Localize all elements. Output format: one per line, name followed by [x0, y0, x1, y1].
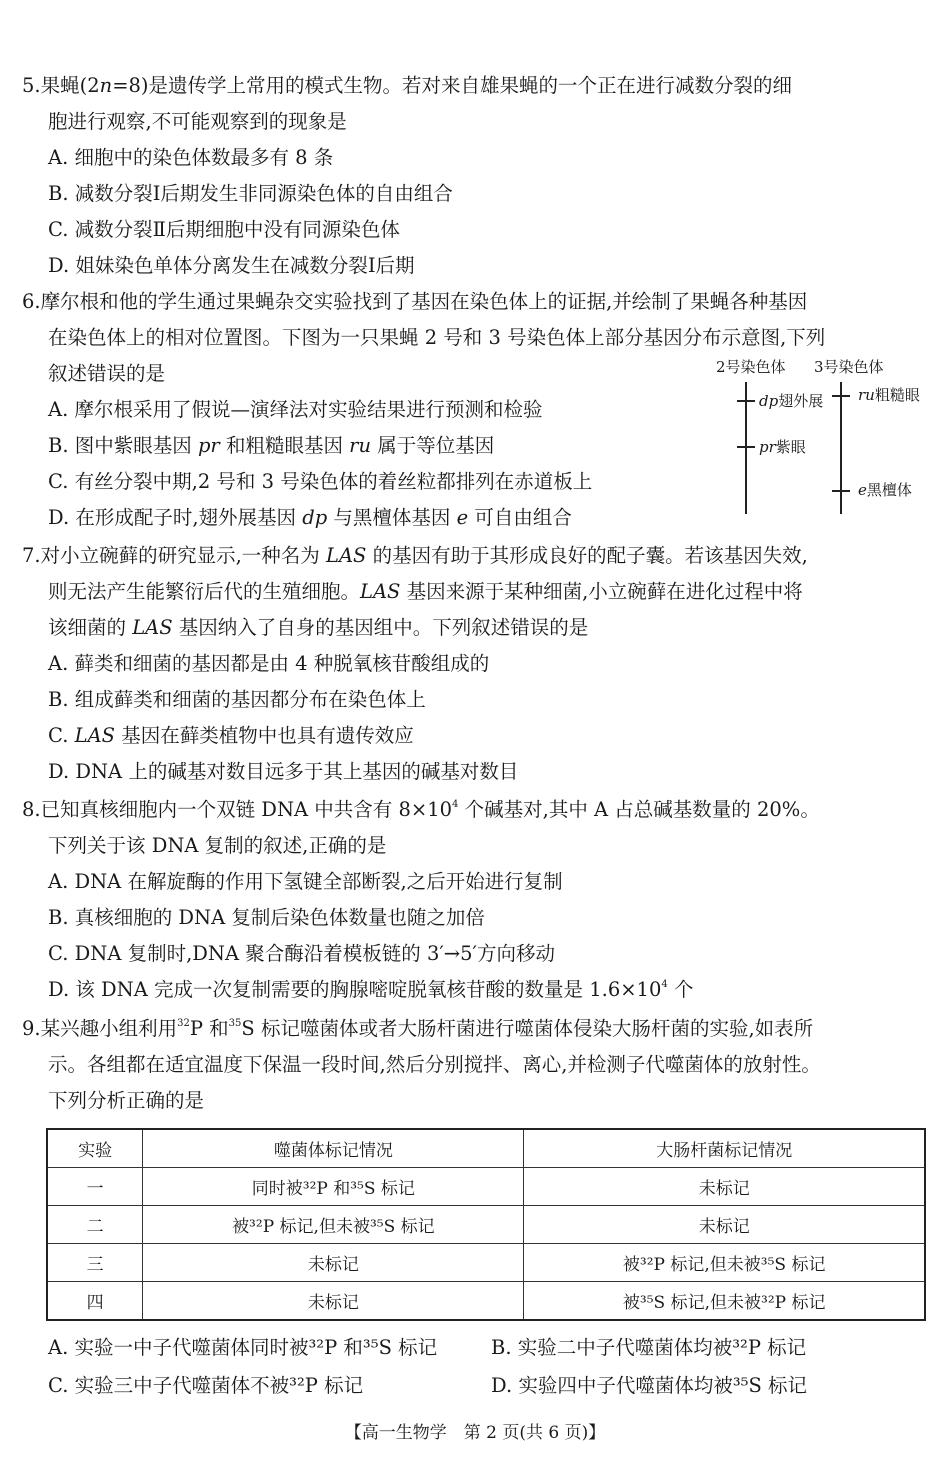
gene-ru-marker: [832, 395, 850, 397]
q7-stem-line3: 该细菌的 LAS 基因纳入了自身的基因组中。下列叙述错误的是: [48, 616, 589, 639]
q7-option-d: D. DNA 上的碱基对数目远多于其上基因的碱基对数目: [48, 760, 519, 783]
q6-option-d: D. 在形成配子时,翅外展基因 dp 与黑檀体基因 e 可自由组合: [48, 506, 572, 529]
table-row: [47, 1244, 925, 1282]
q5-option-d: D. 姐妹染色单体分离发生在减数分裂Ⅰ后期: [48, 254, 415, 277]
gene-e-label: e黑檀体: [858, 481, 912, 499]
table-cell: 二: [47, 1206, 143, 1244]
q5-stem-line1: 5.果蝇(2n=8)是遗传学上常用的模式生物。若对来自雄果蝇的一个正在进行减数分裂的细: [22, 74, 793, 97]
chromosome-3-label: 3号染色体: [814, 358, 884, 376]
table-cell: 未标记: [524, 1206, 925, 1244]
table-header-cell: 噬菌体标记情况: [143, 1129, 524, 1168]
gene-pr-label: pr紫眼: [759, 438, 806, 456]
gene-e-marker: [832, 490, 850, 492]
q7-option-a: A. 藓类和细菌的基因都是由 4 种脱氧核苷酸组成的: [48, 652, 490, 675]
page-footer: 【高一生物学 第 2 页(共 6 页)】: [344, 1423, 606, 1443]
chromosome-3-line: [840, 382, 842, 514]
q6-option-b: B. 图中紫眼基因 pr 和粗糙眼基因 ru 属于等位基因: [48, 434, 495, 457]
table-cell: 被³⁵S 标记,但未被³²P 标记: [524, 1282, 925, 1321]
q7-option-b: B. 组成藓类和细菌的基因都分布在染色体上: [48, 688, 426, 711]
q9-stem-line3: 下列分析正确的是: [48, 1089, 205, 1112]
table-cell: 四: [47, 1282, 143, 1321]
q6-option-a: A. 摩尔根采用了假说—演绎法对实验结果进行预测和检验: [48, 398, 543, 421]
table-cell: 被³²P 标记,但未被³⁵S 标记: [143, 1206, 524, 1244]
q8-stem-line1: 8.已知真核细胞内一个双链 DNA 中共含有 $8\times 10^4$ 个碱基对,其中 A 占总碱基数量的 20%。: [22, 798, 820, 821]
q9-stem-line2: 示。各组都在适宜温度下保温一段时间,然后分别搅拌、离心,并检测子代噬菌体的放射性。: [48, 1053, 821, 1076]
chromosome-2-line: [745, 382, 747, 514]
table-header-row: [47, 1129, 925, 1168]
q5-option-a: A. 细胞中的染色体数最多有 8 条: [48, 146, 334, 169]
q7-option-c: C. LAS 基因在藓类植物中也具有遗传效应: [48, 724, 414, 747]
table-cell: 一: [47, 1168, 143, 1206]
experiment-table: [46, 1128, 926, 1321]
q9-option-c: C. 实验三中子代噬菌体不被³²P 标记: [48, 1374, 364, 1397]
q6-stem-line1: 6.摩尔根和他的学生通过果蝇杂交实验找到了基因在染色体上的证据,并绘制了果蝇各种基因: [22, 290, 808, 313]
table-header-cell: 实验: [47, 1129, 143, 1168]
q8-option-d: D. 该 DNA 完成一次复制需要的胸腺嘧啶脱氧核苷酸的数量是 $1.6\times 10^4$ 个: [48, 978, 694, 1001]
q8-stem-line2: 下列关于该 DNA 复制的叙述,正确的是: [48, 834, 387, 857]
table-cell: 三: [47, 1244, 143, 1282]
table-header-cell: 大肠杆菌标记情况: [524, 1129, 925, 1168]
gene-dp-marker: [737, 400, 755, 402]
table-cell: 未标记: [143, 1244, 524, 1282]
q9-option-d: D. 实验四中子代噬菌体均被³⁵S 标记: [491, 1374, 808, 1397]
q6-option-c: C. 有丝分裂中期,2 号和 3 号染色体的着丝粒都排列在赤道板上: [48, 470, 593, 493]
q6-stem-line2: 在染色体上的相对位置图。下图为一只果蝇 2 号和 3 号染色体上部分基因分布示意图,下列: [48, 326, 826, 349]
q8-option-c: C. DNA 复制时,DNA 聚合酶沿着模板链的 3′→5′方向移动: [48, 942, 555, 965]
gene-ru-label: ru粗糙眼: [858, 386, 920, 404]
q8-option-a: A. DNA 在解旋酶的作用下氢键全部断裂,之后开始进行复制: [48, 870, 563, 893]
q5-option-c: C. 减数分裂Ⅱ后期细胞中没有同源染色体: [48, 218, 400, 241]
gene-pr-marker: [737, 446, 755, 448]
table-row: [47, 1206, 925, 1244]
chromosome-2-label: 2号染色体: [716, 358, 786, 376]
table-cell: 同时被³²P 和³⁵S 标记: [143, 1168, 524, 1206]
q6-stem-line3: 叙述错误的是: [48, 362, 166, 385]
table-cell: 未标记: [524, 1168, 925, 1206]
table-cell: 被³²P 标记,但未被³⁵S 标记: [524, 1244, 925, 1282]
q8-option-b: B. 真核细胞的 DNA 复制后染色体数量也随之加倍: [48, 906, 485, 929]
gene-dp-label: dp翅外展: [759, 392, 824, 410]
q9-option-a: A. 实验一中子代噬菌体同时被³²P 和³⁵S 标记: [48, 1336, 438, 1359]
q7-stem-line2: 则无法产生能繁衍后代的生殖细胞。LAS 基因来源于某种细菌,小立碗藓在进化过程中将: [48, 580, 803, 603]
q7-stem-line1: 7.对小立碗藓的研究显示,一种名为 LAS 的基因有助于其形成良好的配子囊。若该基因失效,: [22, 544, 808, 567]
table-row: [47, 1282, 925, 1321]
q9-stem-line1: 9.某兴趣小组利用$^{32}$P 和$^{35}$S 标记噬菌体或者大肠杆菌进行噬菌体侵染大肠杆菌的实验,如表所: [22, 1017, 814, 1040]
q5-stem-line2: 胞进行观察,不可能观察到的现象是: [48, 110, 347, 133]
q9-option-b: B. 实验二中子代噬菌体均被³²P 标记: [491, 1336, 807, 1359]
table-row: [47, 1168, 925, 1206]
q5-option-b: B. 减数分裂Ⅰ后期发生非同源染色体的自由组合: [48, 182, 453, 205]
chromosome-diagram: [712, 356, 942, 526]
table-cell: 未标记: [143, 1282, 524, 1321]
